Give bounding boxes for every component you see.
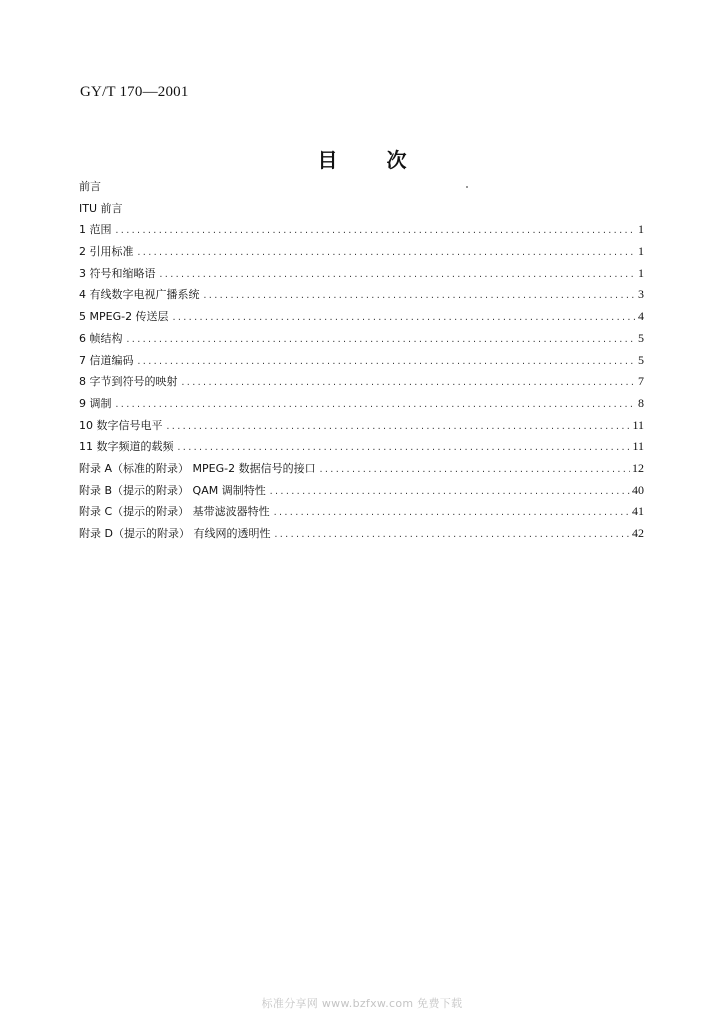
dot-leader [115,220,637,242]
toc-entry-label: 附录 B（提示的附录） QAM 调制特性 [79,483,266,497]
toc-entry-appendix-c[interactable] [79,501,644,523]
dot-leader [137,351,637,373]
toc-entry-references[interactable] [79,241,644,263]
dot-leader [172,307,636,329]
toc-entry-label: 8 字节到符号的映射 [79,375,178,389]
toc-entry-page: 1 [638,244,644,259]
toc-entry-page: 41 [632,504,644,519]
toc-entry-carrier-frequency[interactable] [79,436,644,458]
toc-entry-page: 5 [638,330,644,345]
toc-entry-label: 10 数字信号电平 [79,418,163,432]
toc-entry-page: 12 [632,460,644,475]
toc-entry-label: 11 数字频道的载频 [79,440,174,454]
toc-entry-page: 5 [638,352,644,367]
toc-title [0,144,724,173]
toc-entry-frame-structure[interactable] [79,328,644,350]
toc-entry-page: 11 [632,417,644,432]
toc-entry-channel-coding[interactable] [79,350,644,372]
toc-title-part2: 次 [386,148,407,172]
toc-entry-appendix-a[interactable] [79,458,644,480]
dot-leader [181,372,637,394]
dot-leader [126,329,637,351]
toc-entry-foreword[interactable] [79,176,644,198]
toc-entry-label: 3 符号和缩略语 [79,266,156,280]
dot-leader [203,285,637,307]
dot-leader [137,242,637,264]
toc-entry-label: 2 引用标准 [79,245,134,259]
dot-leader [166,416,631,438]
watermark-footer: 标准分享网 www.bzfxw.com 免费下载 [261,997,463,1010]
toc-entry-byte-mapping[interactable] [79,371,644,393]
toc-entry-label: 7 信道编码 [79,353,134,367]
toc-entry-label: 1 范围 [79,223,112,237]
dot-leader [273,524,630,546]
toc-entry-label: 6 帧结构 [79,331,123,345]
toc-entry-cable-system[interactable] [79,284,644,306]
dot-leader [177,437,631,459]
toc-entry-itu-foreword[interactable] [79,198,644,220]
dot-leader [115,394,637,416]
toc-entry-page: 40 [632,482,644,497]
toc-entry-page: 42 [632,526,644,540]
dot-leader [269,481,630,503]
toc-entry-label: 前言 [79,180,101,193]
table-of-contents [79,176,644,545]
toc-entry-label: 附录 C（提示的附录） 基带滤波器特性 [79,505,270,519]
toc-entry-page: 11 [632,439,644,454]
toc-entry-page: 1 [638,222,644,237]
toc-entry-scope[interactable] [79,219,644,241]
toc-entry-label: 5 MPEG-2 传送层 [79,310,169,324]
toc-entry-label: 附录 A（标准的附录） MPEG-2 数据信号的接口 [79,461,316,475]
toc-entry-page: 7 [638,374,644,389]
toc-entry-appendix-d[interactable] [79,523,644,545]
toc-entry-appendix-b[interactable] [79,480,644,502]
toc-entry-page: 8 [638,395,644,410]
dot-leader [273,502,630,524]
toc-entry-page: 1 [638,265,644,280]
toc-entry-symbols[interactable] [79,263,644,285]
toc-entry-label: 附录 D（提示的附录） 有线网的透明性 [79,527,271,540]
dot-leader [159,264,637,286]
toc-entry-modulation[interactable] [79,393,644,415]
toc-entry-label: 9 调制 [79,396,112,410]
toc-entry-page: 4 [638,309,644,324]
toc-entry-signal-level[interactable] [79,415,644,437]
dot-leader [319,459,630,481]
toc-title-part1: 目 [317,148,338,172]
toc-entry-label: ITU 前言 [79,201,123,215]
toc-entry-transport-layer[interactable] [79,306,644,328]
toc-entry-page: 3 [638,287,644,302]
document-code: GY/T 170—2001 [80,84,189,100]
toc-entry-label: 4 有线数字电视广播系统 [79,288,200,302]
